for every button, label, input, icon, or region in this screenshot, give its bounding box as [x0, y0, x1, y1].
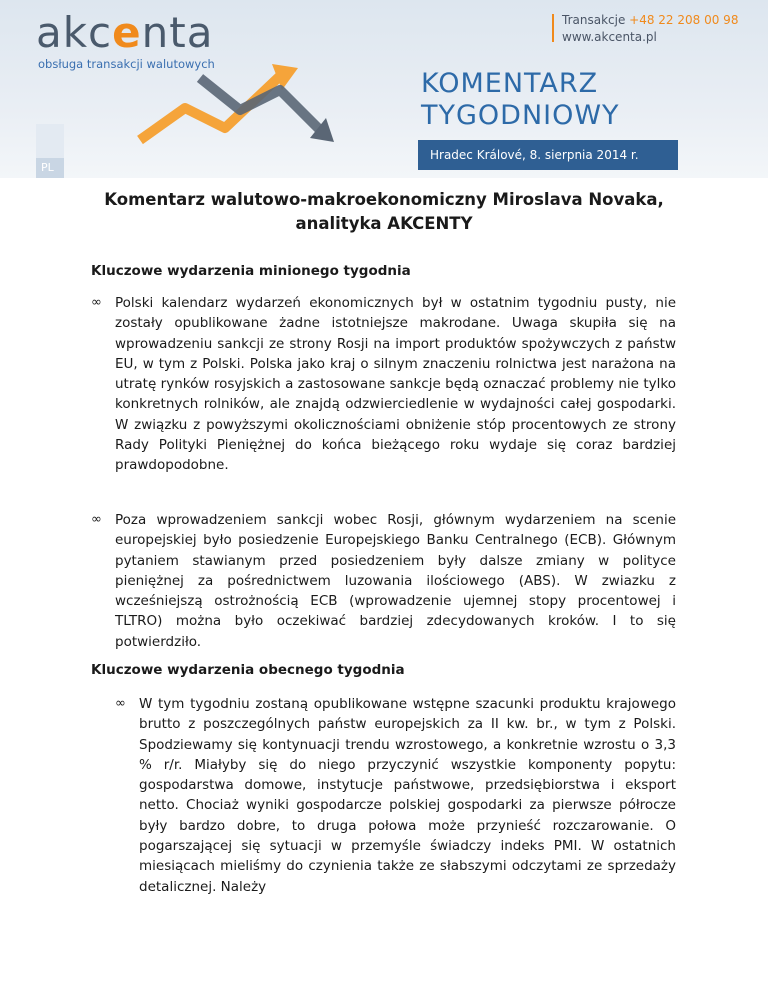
bullet-icon: ∞ — [115, 696, 126, 711]
logo-text-post: nta — [141, 8, 214, 57]
bullet-icon: ∞ — [91, 295, 102, 310]
bullet-text: W tym tygodniu zostaną opublikowane wstępne szacunki produktu krajowego brutto z poszczególnych państw europejskich za II kw. br., w tym z Polski. Spodziewamy się kontynuacji trendu wzrostowego, a konkretnie wzrostu o 3,3 % r/r. Miałyby się do niego przyczynić wszystkie komponenty popytu: gospodarstwa domowe, instytucje państwowe, przedsiębiorstwa i eksport netto. Chociaż wyniki gospodarcze polskiej gospodarki za pierwsze półrocze były bardzo dobre, to druga połowa może przynieść rozczarowanie. O pogarszającej się sytuacji w przemyśle świadczy indeks PMI. W ostatnich miesiącach mieliśmy do czynienia także ze słabszymi odczytami ze sprzedaży detalicznej. Należy — [139, 696, 676, 895]
contact-block — [562, 12, 738, 46]
list-item — [91, 293, 676, 476]
report-title-line2: TYGODNIOWY — [421, 100, 620, 131]
report-date: Hradec Králové, 8. sierpnia 2014 r. — [430, 148, 639, 162]
document-title — [60, 188, 708, 236]
bullet-text: Polski kalendarz wydarzeń ekonomicznych był w ostatnim tygodniu pusty, nie zostały opublikowane żadne istotniejsze makrodane. Uwaga skupiła się na wprowadzeniu sankcji ze strony Rosji na import produktów spożywczych z państw EU, w tym z Polski. Polska jako kraj o silnym znaczeniu rolnictwa jest narażona na utratę rynków rosyjskich a zastosowane sankcje będą oznaczać problemy nie tylko konkretnych rolników, ale znajdą odzwierciedlenie w wydajności całej gospodarki. W związku z powyższymi okolicznościami obniżenie stóp procentowych ze strony Rady Polityki Pieniężnej do końca bieżącego roku wydaje się coraz bardziej prawdopodobne. — [115, 295, 676, 474]
section-heading-current-week: Kluczowe wydarzenia obecnego tygodnia — [91, 662, 405, 678]
document-title-line1: Komentarz walutowo-makroekonomiczny Miroslava Novaka, — [104, 190, 664, 209]
logo-subtitle: obsługa transakcji walutowych — [38, 57, 215, 71]
bullet-icon: ∞ — [91, 512, 102, 527]
page-header — [0, 0, 768, 178]
contact-phone[interactable]: +48 22 208 00 98 — [629, 13, 739, 27]
report-title-line1: KOMENTARZ — [421, 68, 599, 99]
language-tab — [36, 158, 64, 178]
document-title-line2: analityka AKCENTY — [295, 214, 473, 233]
bullet-text: Poza wprowadzeniem sankcji wobec Rosji, głównym wydarzeniem na scenie europejskiej było posiedzenie Europejskiego Banku Centralnego (ECB). Głównym pytaniem stawianym przed posiedzeniem były dalsze zmiany w polityce pieniężnej za pośrednictwem luzowania ilościowego (ABS). W zwiazku z wcześniejszą ostrożnością ECB (wprowadzenie ujemnej stopy procentowej i TLTRO) można było oczekiwać bardziej zdecydowanych kroków. I to się potwierdziło. — [115, 512, 676, 650]
logo-text-e: e — [112, 8, 142, 57]
language-label: PL — [41, 161, 54, 174]
list-item — [115, 694, 676, 897]
contact-divider — [552, 14, 554, 42]
logo-text-pre: akc — [36, 8, 113, 57]
akcenta-logo[interactable] — [36, 8, 213, 57]
list-item — [91, 510, 676, 652]
contact-label: Transakcje — [562, 13, 626, 27]
contact-web[interactable]: www.akcenta.pl — [562, 30, 657, 44]
date-band — [418, 140, 678, 170]
growth-arrow-icon — [130, 58, 360, 158]
section-heading-past-week: Kluczowe wydarzenia minionego tygodnia — [91, 263, 411, 279]
